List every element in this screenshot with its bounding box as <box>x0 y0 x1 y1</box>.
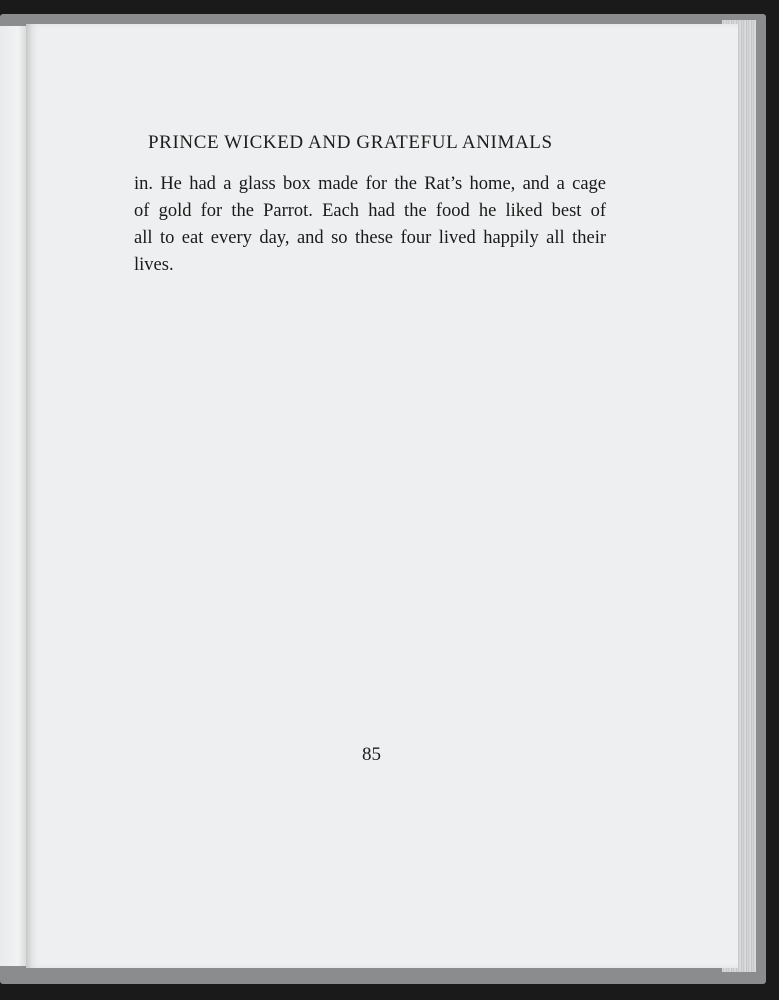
body-paragraph <box>134 171 606 279</box>
text-line: lives. <box>134 255 174 275</box>
page-number: 85 <box>362 744 381 765</box>
text-line: of gold for the Parrot. Each had the food he liked best of <box>134 201 606 221</box>
text-line: in. He had a glass box made for the Rat’s home, and a cage <box>134 174 606 194</box>
book-page <box>26 24 738 968</box>
previous-page-edge <box>0 26 26 966</box>
text-line: all to eat every day, and so these four lived happily all their <box>134 228 606 248</box>
running-head: PRINCE WICKED AND GRATEFUL ANIMALS <box>148 132 553 153</box>
